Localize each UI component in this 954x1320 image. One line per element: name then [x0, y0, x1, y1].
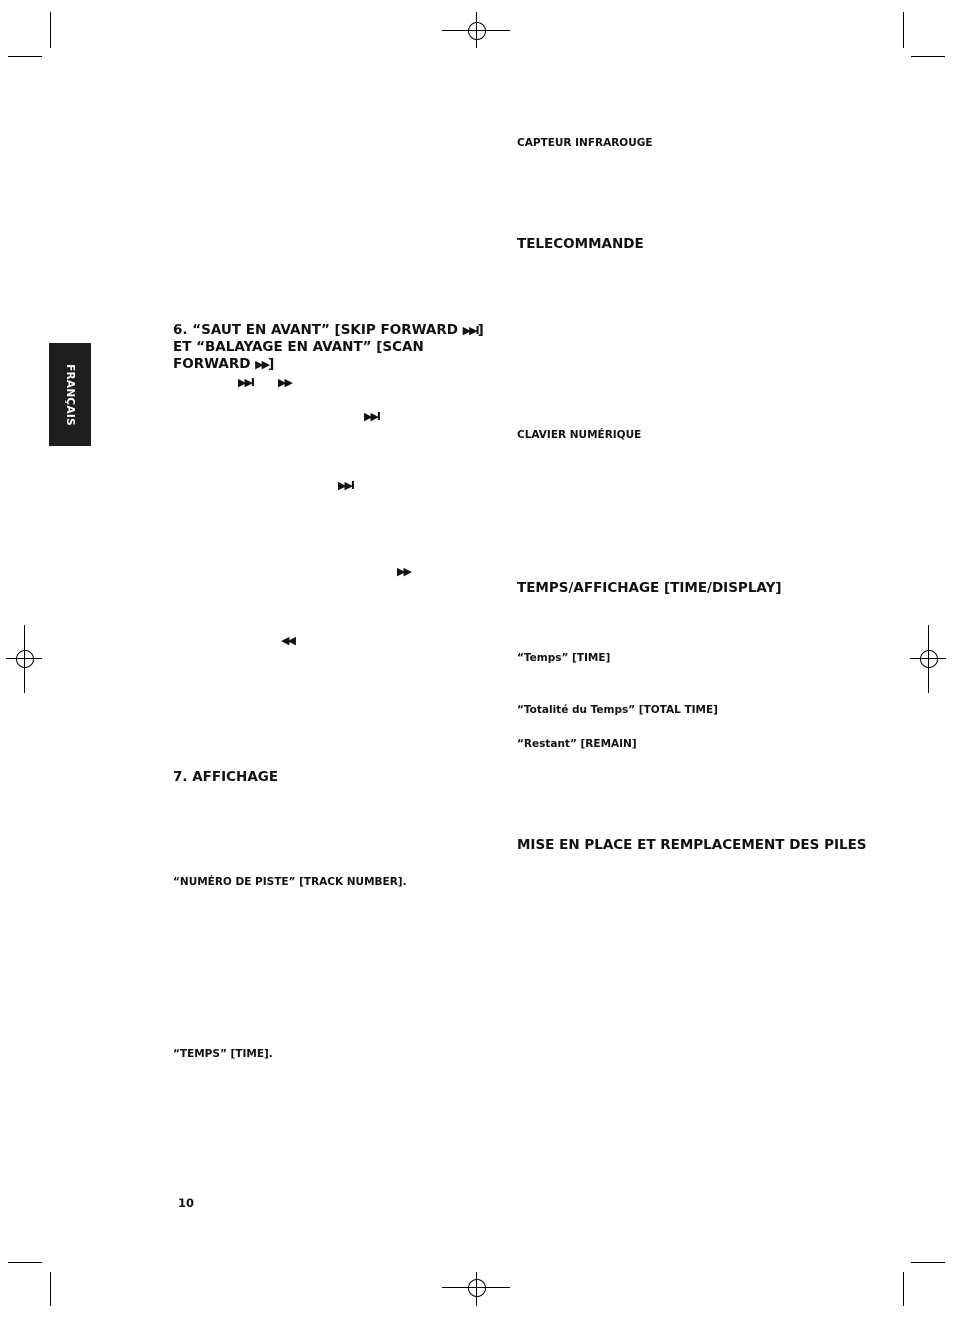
batteries-title: MISE EN PLACE ET REMPLACEMENT DES PILES [517, 837, 867, 853]
remain-item: “Restant” [REMAIN] [517, 738, 637, 750]
total-time-item: “Totalité du Temps” [TOTAL TIME] [517, 704, 718, 716]
language-tab-label: FRANÇAIS [64, 363, 76, 426]
skip-forward-icon: ▶▶I [462, 324, 478, 337]
page-number: 10 [178, 1196, 195, 1210]
track-number-label: “NUMÉRO DE PISTE” [TRACK NUMBER]. [173, 876, 407, 888]
scan-backward-icon: ◀◀ [281, 634, 294, 647]
infrared-sensor-label: CAPTEUR INFRAROUGE [517, 137, 653, 149]
numeric-keypad-label: CLAVIER NUMÉRIQUE [517, 429, 642, 441]
section6-title-line3: FORWARD [173, 356, 251, 372]
section7-title: 7. AFFICHAGE [173, 769, 279, 785]
skip-forward-icon: ▶▶I [338, 479, 354, 492]
section6-title [173, 322, 484, 373]
scan-forward-icon: ▶▶ [278, 376, 291, 389]
section6-title-line2: ET “BALAYAGE EN AVANT” [SCAN [173, 339, 424, 355]
section6-title-line3-end: ] [268, 356, 275, 372]
scan-forward-icon: ▶▶ [255, 358, 269, 371]
time-label: “TEMPS” [TIME]. [173, 1048, 273, 1060]
section6-title-line1: 6. “SAUT EN AVANT” [SKIP FORWARD [173, 322, 458, 338]
skip-forward-icon: ▶▶I [364, 410, 380, 423]
scan-forward-icon: ▶▶ [397, 565, 410, 578]
time-display-title: TEMPS/AFFICHAGE [TIME/DISPLAY] [517, 580, 782, 596]
language-tab [49, 343, 91, 446]
remote-control-title: TELECOMMANDE [517, 236, 644, 252]
skip-forward-icon: ▶▶I [238, 376, 254, 389]
section6-title-line1-end: ] [477, 322, 484, 338]
time-item: “Temps” [TIME] [517, 652, 611, 664]
